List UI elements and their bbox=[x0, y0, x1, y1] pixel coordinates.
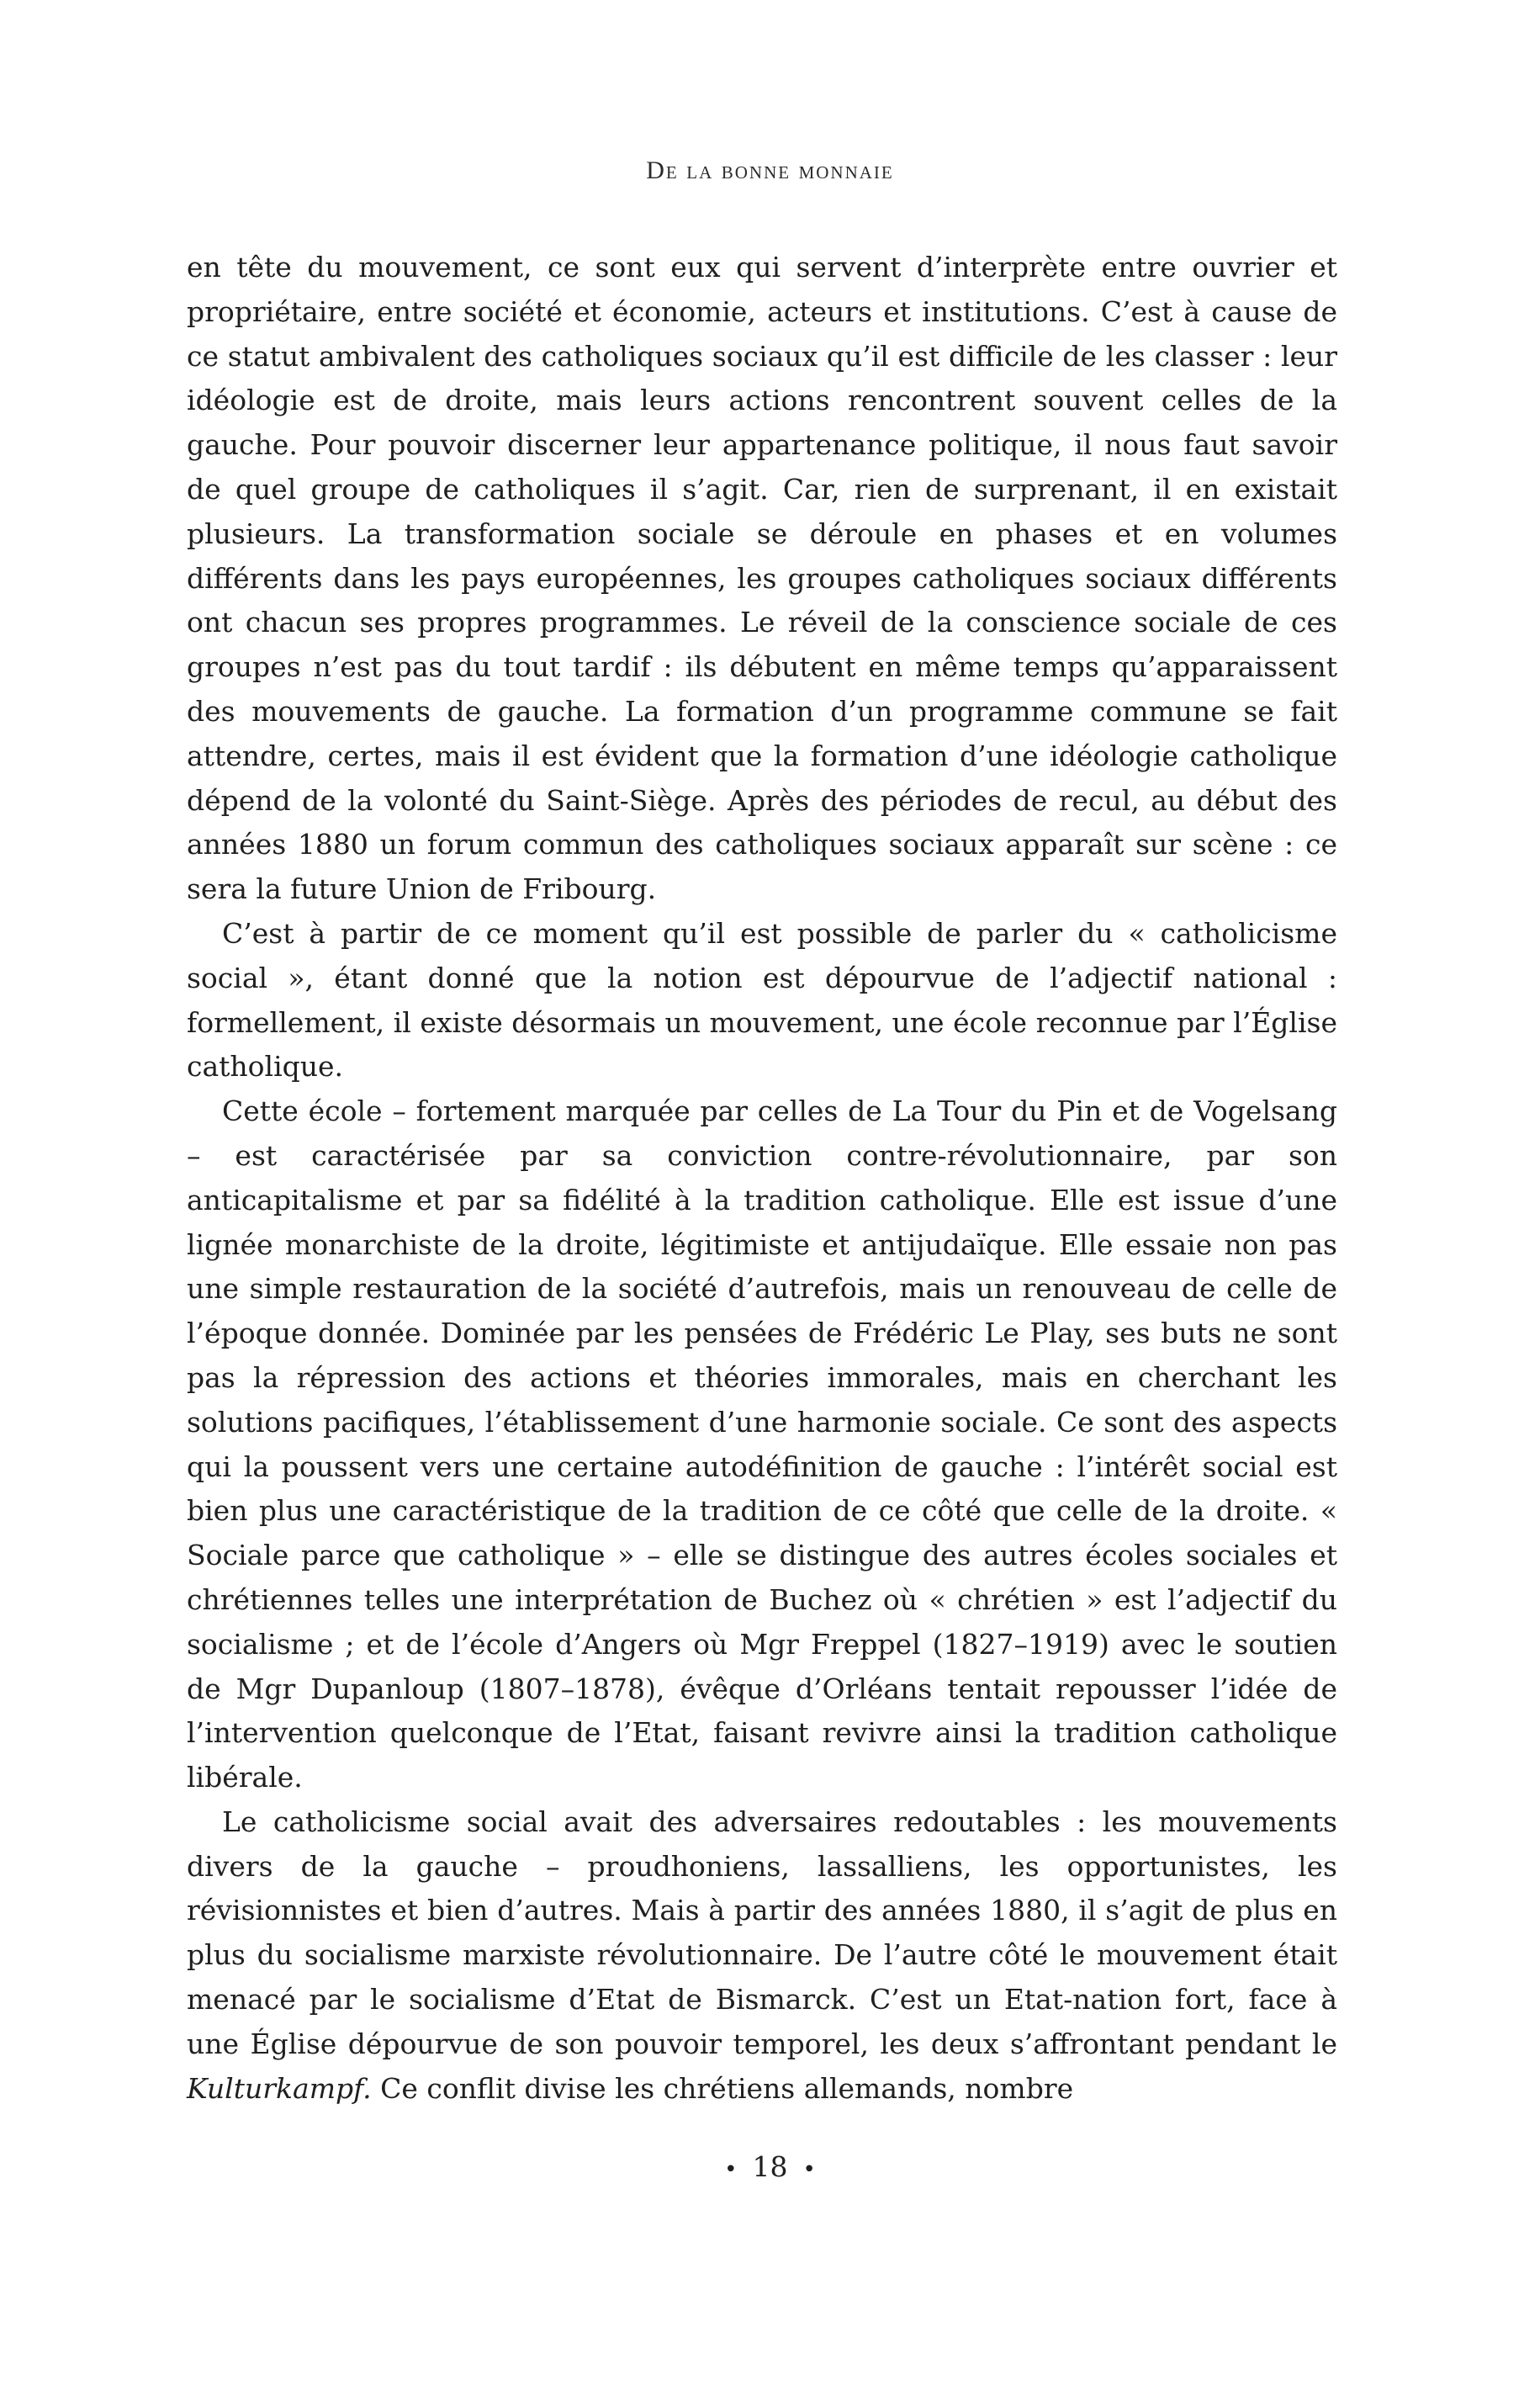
paragraph-1: en tête du mouvement, ce sont eux qui servent d’interprète entre ouvrier et propriétaire, entre société et économie, acteurs et institutions. C’est à cause de ce statut ambivalent des catholiques sociaux qu’il est difficile de les classer : leur idéologie est de droite, mais leurs actions rencontrent souvent celles de la gauche. Pour pouvoir discerner leur appartenance politique, il nous faut savoir de quel groupe de catholiques il s’agit. Car, rien de surprenant, il en existait plusieurs. La transformation sociale se déroule en phases et en volumes différents dans les pays européennes, les groupes catholiques sociaux différents ont chacun ses propres programmes. Le réveil de la conscience sociale de ces groupes n’est pas du tout tardif : ils débutent en même temps qu’apparaissent des mouvements de gauche. La formation d’un programme commune se fait attendre, certes, mais il est évident que la formation d’une idéologie catholique dépend de la volonté du Saint-Siège. Après des périodes de recul, au début des années 1880 un forum commun des catholiques sociaux apparaît sur scène : ce sera la future Union de Fribourg. bbox=[187, 251, 1337, 906]
page-number-footer bbox=[0, 2150, 1540, 2183]
body-text bbox=[187, 246, 1337, 2111]
paragraph-4-text-end: Ce conflit divise les chrétiens allemands, nombre bbox=[371, 2071, 1074, 2105]
ornament-right: • bbox=[802, 2157, 816, 2182]
paragraph-4 bbox=[187, 1800, 1337, 2112]
ornament-left: • bbox=[724, 2157, 738, 2182]
paragraph-4-text-start: Le catholicisme social avait des adversaires redoutables : les mouvements divers de la gauche – proudhoniens, lassalliens, les opportunistes, les révisionnistes et bien d’autres. Mais à partir des années 1880, il s’agit de plus en plus du socialisme marxiste révolutionnaire. De l’autre côté le mouvement était menacé par le socialisme d’Etat de Bismarck. C’est un Etat-nation fort, face à une Église dépourvue de son pouvoir temporel, les deux s’affrontant pendant le bbox=[187, 1805, 1337, 2060]
paragraph-3: Cette école – fortement marquée par celles de La Tour du Pin et de Vogelsang – est caractérisée par sa conviction contre-révolutionnaire, par son anticapitalisme et par sa fidélité à la tradition catholique. Elle est issue d’une lignée monarchiste de la droite, légitimiste et antijudaïque. Elle essaie non pas une simple restauration de la société d’autrefois, mais un renouveau de celle de l’époque donnée. Dominée par les pensées de Frédéric Le Play, ses buts ne sont pas la répression des actions et théories immorales, mais en cherchant les solutions pacifiques, l’établissement d’une harmonie sociale. Ce sont des aspects qui la poussent vers une certaine autodéfinition de gauche : l’intérêt social est bien plus une caractéristique de la tradition de ce côté que celle de la droite. « Sociale parce que catholique » – elle se distingue des autres écoles sociales et chrétiennes telles une interprétation de Buchez où « chrétien » est l’adjectif du socialisme ; et de l’école d’Angers où Mgr Freppel (1827–1919) avec le soutien de Mgr Dupanloup (1807–1878), évêque d’Orléans tentait repousser l’idée de l’intervention quelconque de l’Etat, faisant revivre ainsi la tradition catholique libérale. bbox=[187, 1094, 1337, 1794]
paragraph-2: C’est à partir de ce moment qu’il est possible de parler du « catholicisme social », étant donné que la notion est dépourvue de l’adjectif national : formellement, il existe désormais un mouvement, une école reconnue par l’Église catholique. bbox=[187, 916, 1337, 1084]
running-head: De la bonne monnaie bbox=[646, 156, 894, 184]
italic-term: Kulturkampf. bbox=[187, 2071, 372, 2105]
page-number: 18 bbox=[752, 2150, 788, 2183]
